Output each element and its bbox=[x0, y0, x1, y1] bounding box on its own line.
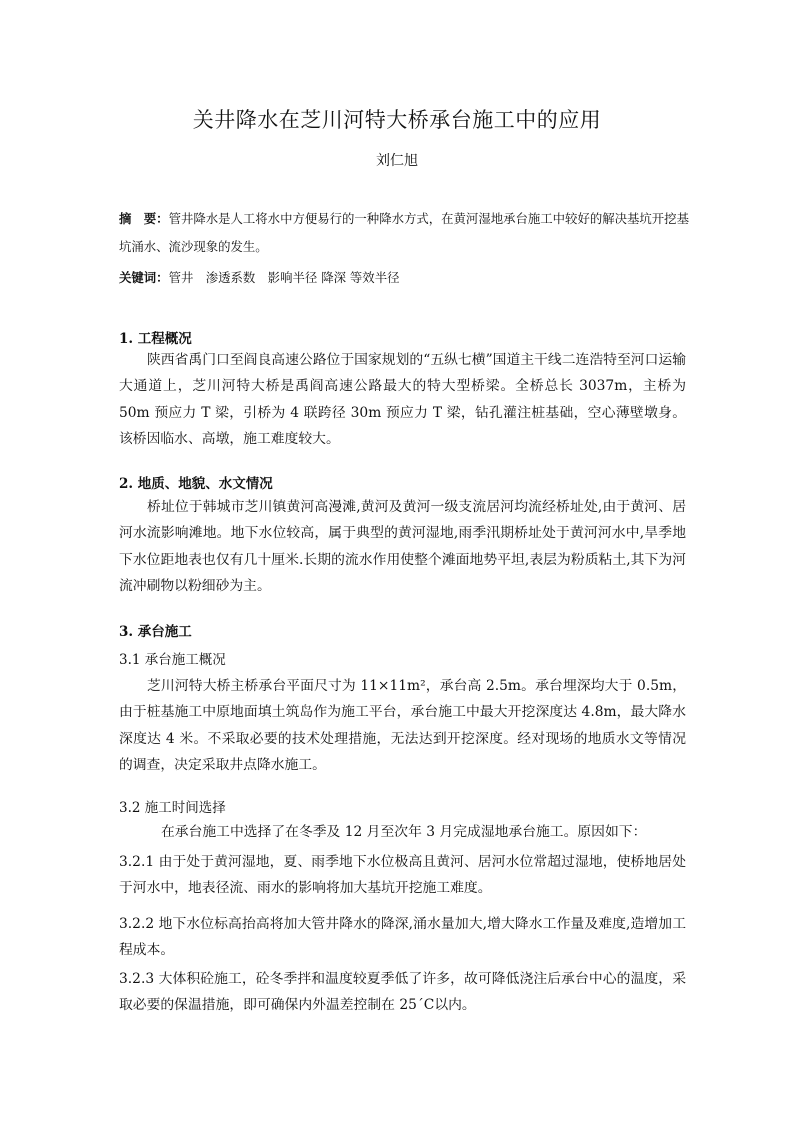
item-3-2-2: 3.2.2 地下水位标高抬高将加大管井降水的降深,涌水量加大,增大降水工作量及难度,造增加工程成本。 bbox=[119, 916, 686, 959]
keywords bbox=[119, 264, 689, 292]
section-2-heading: 2. 地质、地貌、水文情况 bbox=[119, 476, 273, 492]
keywords-text: 管井 渗透系数 影响半径 降深 等效半径 bbox=[168, 270, 400, 285]
item-3-2-3: 3.2.3 大体积砼施工，砼冬季拌和温度较夏季低了许多，故可降低浇注后承台中心的温度，采取必要的保温措施，即可确保内外温差控制在 25´C以内。 bbox=[119, 971, 686, 1014]
page-title: 关井降水在芝川河特大桥承台施工中的应用 bbox=[192, 108, 602, 132]
abstract-text: 管井降水是人工将水中方便易行的一种降水方式，在黄河湿地承台施工中较好的解决基坑开挖基坑涌水、流沙现象的发生。 bbox=[119, 211, 689, 254]
section-2-paragraph: 桥址位于韩城市芝川镇黄河高漫滩,黄河及黄河一级支流居河均流经桥址处,由于黄河、居河水流影响滩地。地下水位较高，属于典型的黄河湿地,雨季汛期桥址处于黄河河水中,旱季地下水位距地表也仅有几十厘米.长期的流水作用使整个滩面地势平坦,表层为粉质粘土,其下为河流冲刷物以粉细砂为主。 bbox=[119, 499, 686, 594]
subsection-3-1-paragraph: 芝川河特大桥主桥承台平面尺寸为 11×11m²，承台高 2.5m。承台埋深均大于 0.5m，由于桩基施工中原地面填土筑岛作为施工平台，承台施工中最大开挖深度达 4.8m，最大降水深度达 4 米。不采取必要的技术处理措施，无法达到开挖深度。经对现场的地质水文等情况的调查，决定采取井点降水施工。 bbox=[119, 678, 686, 773]
subsection-3-2-heading: 3.2 施工时间选择 bbox=[119, 800, 226, 816]
abstract bbox=[119, 205, 689, 261]
author-name: 刘仁旭 bbox=[376, 153, 418, 169]
keywords-label: 关键词： bbox=[119, 270, 169, 285]
section-1-heading: 1. 工程概况 bbox=[119, 331, 192, 347]
subsection-3-2-intro: 在承台施工中选择了在冬季及 12 月至次年 3 月完成湿地承台施工。原因如下： bbox=[161, 824, 647, 840]
item-3-2-1: 3.2.1 由于处于黄河湿地，夏、雨季地下水位极高且黄河、居河水位常超过湿地，使桥地居处于河水中，地表径流、雨水的影响将加大基坑开挖施工难度。 bbox=[119, 854, 686, 897]
subsection-3-1-heading: 3.1 承台施工概况 bbox=[119, 652, 226, 668]
section-1-paragraph: 陕西省禹门口至阎良高速公路位于国家规划的“五纵七横”国道主干线二连浩特至河口运输大通道上，芝川河特大桥是禹阎高速公路最大的特大型桥梁。全桥总长 3037m，主桥为 50m 预应力 T 梁，引桥为 4 联跨径 30m 预应力 T 梁，钻孔灌注桩基础，空心薄壁墩身。该桥因临水、高墩，施工难度较大。 bbox=[119, 352, 686, 447]
section-3-heading: 3. 承台施工 bbox=[119, 624, 192, 640]
abstract-label: 摘 要： bbox=[119, 211, 169, 226]
